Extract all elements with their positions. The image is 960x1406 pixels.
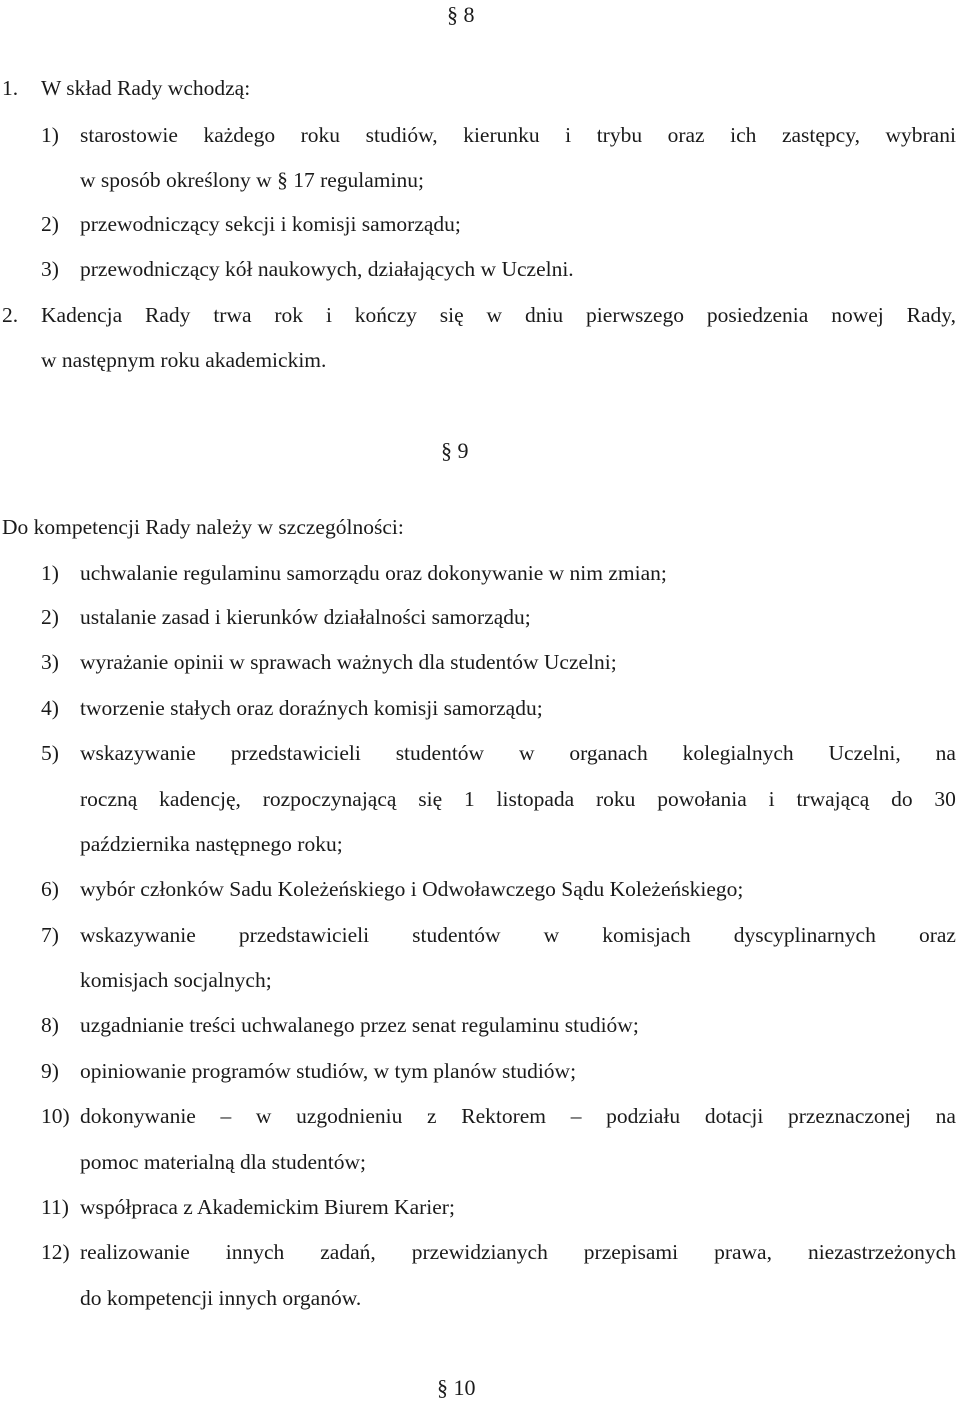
list-item-number: 2)	[41, 605, 59, 629]
list-item-number: 5)	[41, 741, 59, 765]
list-item-text-continued: pomoc materialną dla studentów;	[80, 1150, 366, 1174]
list-item-text: starostowie każdego roku studiów, kierunku i trybu oraz ich zastępcy, wybrani	[80, 123, 956, 147]
list-item-text: uzgadnianie treści uchwalanego przez senat regulaminu studiów;	[80, 1013, 639, 1037]
list-item-text: ustalanie zasad i kierunków działalności samorządu;	[80, 605, 531, 629]
list-item-number: 10)	[41, 1104, 70, 1128]
list-item-text-continued: do kompetencji innych organów.	[80, 1286, 362, 1310]
list-item-text-continued: komisjach socjalnych;	[80, 968, 272, 992]
list-item-text: współpraca z Akademickim Biurem Karier;	[80, 1195, 455, 1219]
list-item-number: 12)	[41, 1240, 70, 1264]
list-item-text: wskazywanie przedstawicieli studentów w komisjach dyscyplinarnych oraz	[80, 923, 956, 947]
list-item-text-continued: października następnego roku;	[80, 832, 343, 856]
list-item-number: 8)	[41, 1013, 59, 1037]
paragraph-1-text: W skład Rady wchodzą:	[41, 76, 251, 100]
section-9-intro: Do kompetencji Rady należy w szczególności:	[2, 515, 404, 539]
list-item-text: wybór członków Sadu Koleżeńskiego i Odwoławczego Sądu Koleżeńskiego;	[80, 877, 744, 901]
paragraph-2-number: 2.	[2, 303, 19, 327]
list-item-number: 9)	[41, 1059, 59, 1083]
list-item-number: 1)	[41, 123, 59, 147]
list-item-text: przewodniczący kół naukowych, działających w Uczelni.	[80, 257, 574, 281]
list-item-number: 7)	[41, 923, 59, 947]
list-item-number: 11)	[41, 1195, 69, 1219]
list-item-number: 6)	[41, 877, 59, 901]
list-item-text: wyrażanie opinii w sprawach ważnych dla studentów Uczelni;	[80, 650, 617, 674]
paragraph-1-number: 1.	[2, 76, 19, 100]
list-item-number: 3)	[41, 257, 59, 281]
list-item-text-continued: roczną kadencję, rozpoczynającą się 1 listopada roku powołania i trwającą do 30	[80, 787, 956, 811]
list-item-text: uchwalanie regulaminu samorządu oraz dokonywanie w nim zmian;	[80, 561, 667, 585]
paragraph-2-text-continued: w następnym roku akademickim.	[41, 348, 327, 372]
list-item-number: 4)	[41, 696, 59, 720]
section-9-heading: § 9	[441, 438, 469, 463]
paragraph-2-text: Kadencja Rady trwa rok i kończy się w dniu pierwszego posiedzenia nowej Rady,	[41, 303, 956, 327]
list-item-text: realizowanie innych zadań, przewidzianych przepisami prawa, niezastrzeżonych	[80, 1240, 956, 1264]
list-item-text: tworzenie stałych oraz doraźnych komisji samorządu;	[80, 696, 543, 720]
list-item-number: 3)	[41, 650, 59, 674]
list-item-number: 1)	[41, 561, 59, 585]
list-item-text: przewodniczący sekcji i komisji samorządu;	[80, 212, 461, 236]
section-8-heading: § 8	[447, 2, 475, 27]
list-item-text: wskazywanie przedstawicieli studentów w organach kolegialnych Uczelni, na	[80, 741, 956, 765]
list-item-text: dokonywanie – w uzgodnieniu z Rektorem – podziału dotacji przeznaczonej na	[80, 1104, 956, 1128]
list-item-text-continued: w sposób określony w § 17 regulaminu;	[80, 168, 424, 192]
section-10-heading: § 10	[437, 1375, 476, 1400]
list-item-number: 2)	[41, 212, 59, 236]
list-item-text: opiniowanie programów studiów, w tym planów studiów;	[80, 1059, 577, 1083]
